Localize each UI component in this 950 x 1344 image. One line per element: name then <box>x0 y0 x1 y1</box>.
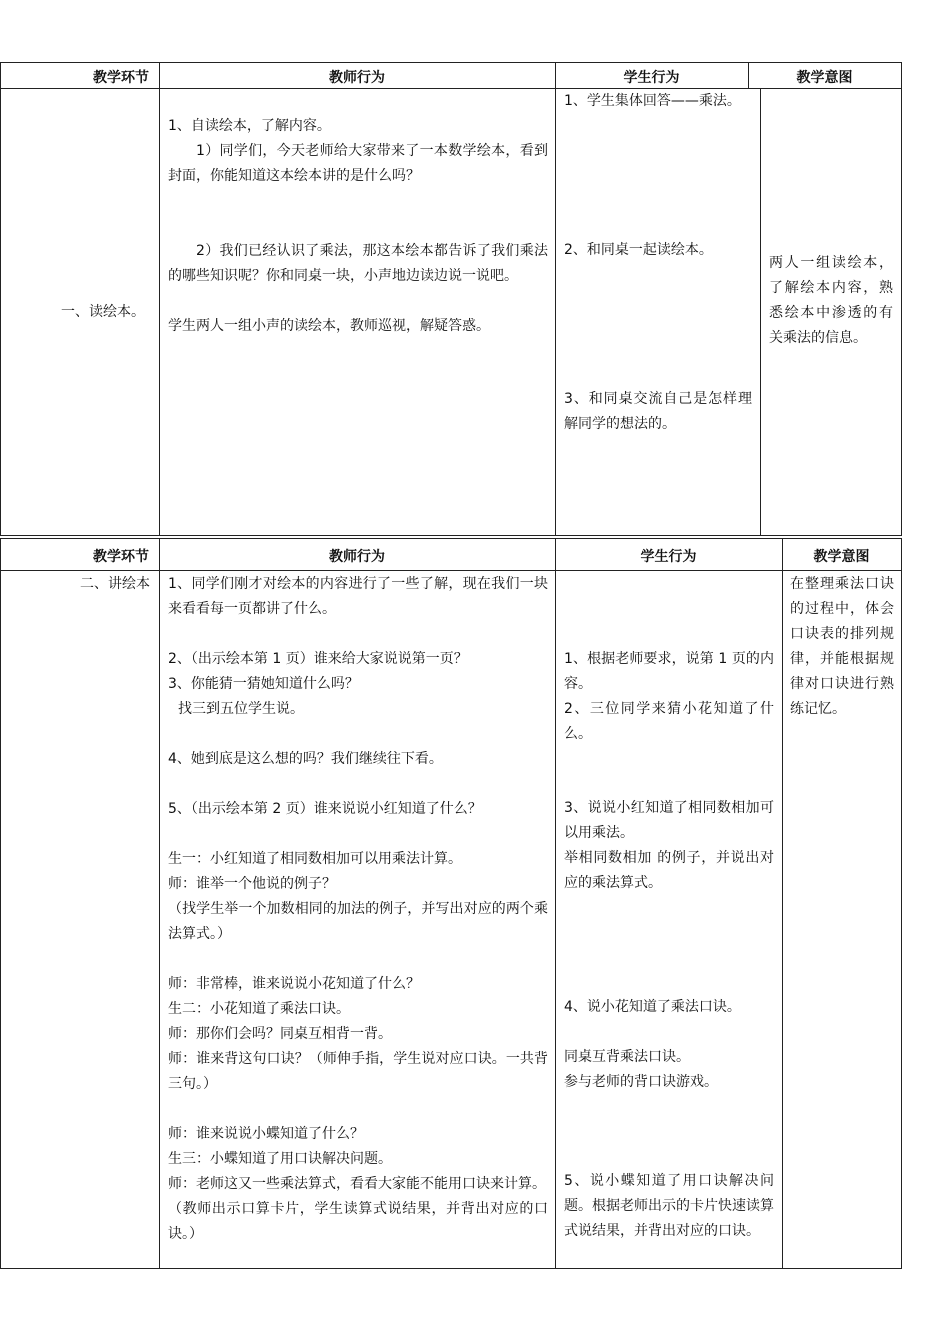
teacher-blank <box>168 214 548 239</box>
teacher-step: 师：谁来说说小蝶知道了什么？ <box>168 1126 364 1142</box>
table-2-top-border <box>0 538 902 539</box>
table-1-bottom-border <box>0 535 902 536</box>
table-2-right-border <box>901 538 902 1268</box>
table-1-col-divider <box>760 88 761 535</box>
header-teacher: 教师行为 <box>329 70 385 86</box>
teacher-blank <box>168 822 548 847</box>
teacher-step: 5、（出示绘本第 2 页）谁来说说小红知道了什么？ <box>168 801 482 817</box>
header-student: 学生行为 <box>623 70 680 86</box>
header-intent: 教学意图 <box>796 70 853 86</box>
teaching-intent: 在整理乘法口诀的过程中，体会口诀表的排列规律，并能根据规律对口诀进行熟练记忆。 <box>790 576 894 717</box>
table-1-left-border <box>0 62 1 535</box>
teacher-step: 2）我们已经认识了乘法，那这本绘本都告诉了我们乘法的哪些知识呢？你和同桌一块，小声地边读边说一说吧。 <box>168 243 548 284</box>
teacher-blank <box>168 947 548 972</box>
table-2-col-divider <box>159 538 160 1268</box>
teacher-step: 生一：小红知道了相同数相加可以用乘法计算。 <box>168 851 462 867</box>
teacher-blank <box>168 772 548 797</box>
table-2-header-divider <box>0 570 902 571</box>
teacher-step: 师：谁来背这句口诀？（师伸手指，学生说对应口诀。一共背三句。） <box>168 1051 548 1092</box>
teacher-blank <box>168 722 548 747</box>
teacher-actions <box>168 114 548 339</box>
teacher-step: 找三到五位学生说。 <box>178 701 304 717</box>
student-action: 参与老师的背口诀游戏。 <box>564 1074 718 1090</box>
teacher-blank <box>168 622 548 647</box>
teacher-step: 2、（出示绘本第 1 页）谁来给大家说说第一页？ <box>168 651 468 667</box>
teacher-step: 师：老师这又一些乘法算式，看看大家能不能用口诀来计算。 <box>168 1176 546 1192</box>
header-stage: 教学环节 <box>93 70 149 86</box>
teacher-step: 3、你能猜一猜她知道什么吗？ <box>168 676 359 692</box>
table-1-right-border <box>901 62 902 535</box>
teacher-step: 学生两人一组小声的读绘本，教师巡视，解疑答惑。 <box>168 318 490 334</box>
student-action: 同桌互背乘法口诀。 <box>564 1049 690 1065</box>
teacher-step: （教师出示口算卡片，学生读算式说结果，并背出对应的口诀。） <box>168 1201 548 1242</box>
table-2-col-divider <box>555 538 556 1268</box>
header-student: 学生行为 <box>640 549 697 565</box>
teacher-blank <box>168 189 548 214</box>
teacher-step: 生三：小蝶知道了用口诀解决问题。 <box>168 1151 392 1167</box>
teacher-blank <box>168 289 548 314</box>
teacher-step: 1、同学们刚才对绘本的内容进行了一些了解，现在我们一块来看看每一页都讲了什么。 <box>168 576 548 617</box>
teacher-step: 1）同学们，今天老师给大家带来了一本数学绘本，看到封面，你能知道这本绘本讲的是什么吗？ <box>168 143 548 184</box>
header-teacher: 教师行为 <box>329 549 385 565</box>
teacher-step: 1、自读绘本，了解内容。 <box>168 118 331 134</box>
student-action: 1、根据老师要求，说第 1 页的内容。 <box>564 651 774 692</box>
stage-label: 二、讲绘本 <box>80 576 150 592</box>
teacher-step: 生二：小花知道了乘法口诀。 <box>168 1001 350 1017</box>
student-action: 5、说小蝶知道了用口诀解决问题。根据老师出示的卡片快速读算式说结果，并背出对应的口诀。 <box>564 1173 774 1239</box>
table-1-header-divider <box>0 88 902 89</box>
student-action: 3、说说小红知道了相同数相加可以用乘法。 <box>564 800 774 841</box>
teacher-actions <box>168 572 548 1247</box>
teacher-step: 4、她到底是这么想的吗？我们继续往下看。 <box>168 751 443 767</box>
header-intent: 教学意图 <box>813 549 870 565</box>
teacher-step: 师：那你们会吗？同桌互相背一背。 <box>168 1026 392 1042</box>
student-action: 4、说小花知道了乘法口诀。 <box>564 999 741 1015</box>
student-action: 1、学生集体回答——乘法。 <box>564 93 741 109</box>
table-2-col-divider <box>782 538 783 1268</box>
teacher-step: （找学生举一个加数相同的加法的例子，并写出对应的两个乘法算式。） <box>168 901 548 942</box>
teacher-step: 师：非常棒，谁来说说小花知道了什么？ <box>168 976 420 992</box>
header-stage: 教学环节 <box>93 549 149 565</box>
table-1-top-border <box>0 62 902 63</box>
teacher-step: 师：谁举一个他说的例子？ <box>168 876 336 892</box>
table-2-left-border <box>0 538 1 1268</box>
student-action: 举相同数相加 的例子，并说出对应的乘法算式。 <box>564 850 774 891</box>
teaching-intent: 两人一组读绘本，了解绘本内容，熟悉绘本中渗透的有关乘法的信息。 <box>769 255 893 346</box>
student-action: 2、三位同学来猜小花知道了什么。 <box>564 701 774 742</box>
stage-label: 一、读绘本。 <box>61 304 145 320</box>
student-action: 2、和同桌一起读绘本。 <box>564 242 713 258</box>
teacher-blank <box>168 1097 548 1122</box>
table-1-col-divider <box>159 62 160 535</box>
student-action: 3、和同桌交流自己是怎样理解同学的想法的。 <box>564 391 752 432</box>
table-1-col-divider <box>555 62 556 535</box>
table-2-bottom-border <box>0 1268 902 1269</box>
